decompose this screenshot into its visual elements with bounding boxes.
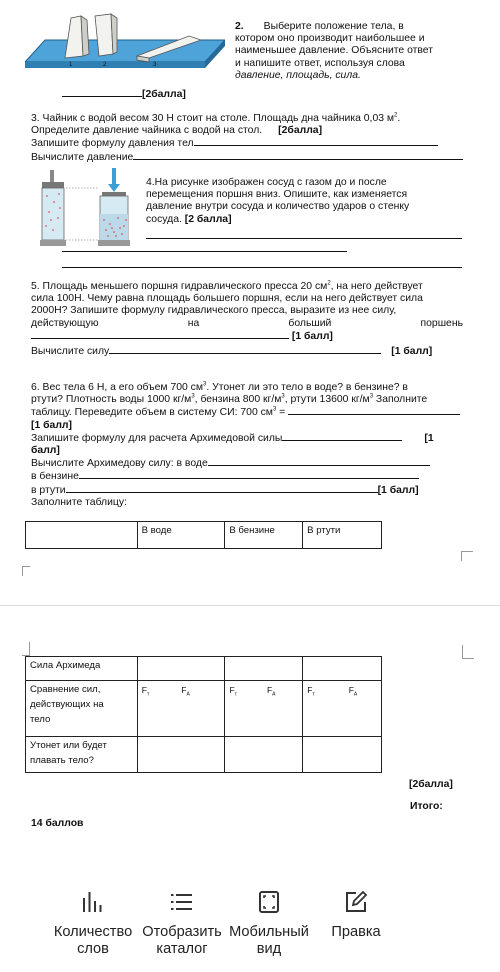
page-corner-mark bbox=[461, 551, 473, 561]
question-5-points: [1 балл] bbox=[391, 346, 433, 358]
formula-answer-line[interactable] bbox=[194, 137, 438, 146]
question-6: 6. Вес тела 6 Н, а его объем 700 $см^3$. Утонет ли это тело в воде? в бензине? в ртути? Плотность воды 1000 $кг/м^3$, бензина 800 $кг/м^3$, ртути 13600 $кг/м^3$ Заполните таблицу. Переведите объем в систему СИ: 700 $см^3$ = [1 балл] Запишите формулу для расчета Архимедовой силы [1 балл] Вычислите Архимедову силу: в воде в бензине в ртути [1 балл] Заполните таблицу: bbox=[31, 382, 463, 509]
table-cell[interactable]: $F_т$ $F_A$ bbox=[137, 681, 225, 737]
page-corner-mark bbox=[22, 642, 30, 656]
total-value: 14 баллов bbox=[31, 818, 84, 829]
answer-line[interactable] bbox=[62, 267, 462, 268]
table-cell[interactable] bbox=[137, 737, 225, 773]
si-answer-line[interactable] bbox=[288, 406, 460, 415]
question-2-line: котором оно производит наибольшее и bbox=[235, 33, 425, 45]
page-corner-mark bbox=[22, 566, 30, 576]
question-3: 3. Чайник с водой весом 30 Н стоит на столе. Площадь дна чайника 0,03 $м^2$. Определите давление чайника с водой на стол. [2балла] Запишите формулу давления тел Вычислите давление bbox=[31, 113, 471, 164]
petrol-answer-line[interactable] bbox=[79, 470, 419, 479]
table-cell[interactable]: Утонет или будет плавать тело? bbox=[26, 737, 138, 773]
question-3-points: [2балла] bbox=[278, 125, 323, 137]
question-2-line: и напишите ответ, используя слова bbox=[235, 57, 405, 69]
figure-label-2: 2 bbox=[103, 62, 107, 68]
question-2-number: 2. bbox=[235, 21, 244, 32]
calc-answer-line[interactable] bbox=[133, 151, 463, 160]
table-cell[interactable] bbox=[303, 737, 382, 773]
question-2-line: давление, площадь, сила. bbox=[235, 69, 361, 81]
mercury-answer-line[interactable] bbox=[66, 484, 378, 493]
page-break bbox=[0, 605, 500, 606]
calc-answer-line[interactable] bbox=[109, 345, 381, 354]
table-cell[interactable]: Сравнение сил, действующих на тело bbox=[26, 681, 138, 737]
table-cell[interactable] bbox=[303, 657, 382, 681]
question-4-points: [2 балла] bbox=[184, 213, 232, 225]
answer-line[interactable] bbox=[62, 251, 347, 252]
bottom-toolbar bbox=[0, 890, 500, 972]
edit-button[interactable]: Правка bbox=[306, 890, 406, 941]
bar-chart-icon bbox=[81, 890, 105, 914]
question-5-points: [1 балл] bbox=[291, 330, 333, 342]
table-cell[interactable]: В ртути bbox=[303, 522, 382, 549]
question-2-line: Выберите положение тела, в bbox=[263, 21, 404, 32]
bodies-on-surface-figure bbox=[25, 12, 225, 78]
table-cell[interactable]: В бензине bbox=[225, 522, 303, 549]
table-cell[interactable] bbox=[225, 737, 303, 773]
table-cell[interactable] bbox=[26, 522, 138, 549]
figure-label-3: 3 bbox=[153, 62, 157, 68]
show-catalog-button[interactable]: Отобразить каталог bbox=[132, 890, 232, 958]
formula-answer-line[interactable] bbox=[31, 330, 289, 339]
total-label: Итого: bbox=[410, 801, 443, 812]
table-cell[interactable] bbox=[137, 657, 225, 681]
gas-vessel-figure bbox=[40, 168, 145, 248]
edit-icon bbox=[344, 890, 368, 914]
mobile-view-button[interactable]: Мобильный вид bbox=[219, 890, 319, 958]
points-label: [2балла] bbox=[409, 779, 453, 790]
question-5: 5. Площадь меньшего поршня гидравлического пресса 20 $см^2$, на него действует сила 100Н. Чему равна площадь большего поршня, если на него действует сила 2000Н? Запишите формулу гидравлического пресса, выразите из нее силу, действующую на больший поршень [1 балл] Вычислите силу [1 балл] bbox=[31, 280, 463, 358]
word-count-button[interactable]: Количество слов bbox=[43, 890, 143, 958]
table-cell[interactable]: $F_т$ $F_A$ bbox=[225, 681, 303, 737]
water-answer-line[interactable] bbox=[208, 457, 430, 466]
table-cell[interactable] bbox=[225, 657, 303, 681]
table-cell[interactable]: $F_т$ $F_A$ bbox=[303, 681, 382, 737]
formula-answer-line[interactable] bbox=[282, 432, 402, 441]
table-cell[interactable]: Сила Архимеда bbox=[26, 657, 138, 681]
list-icon bbox=[170, 890, 194, 914]
question-2-line: наименьшее давление. Объясните ответ bbox=[235, 45, 433, 57]
question-2-points: [2балла] bbox=[62, 88, 186, 101]
figure-label-1: 1 bbox=[69, 62, 73, 68]
question-2 bbox=[235, 21, 475, 82]
table-header bbox=[25, 521, 382, 549]
question-4: 4.На рисунке изображен сосуд с газом до и после перемещения поршня вниз. Опишите, как изменяется давление внутри сосуда и количество ударов о стенку сосуда. [2 балла] bbox=[146, 177, 410, 225]
mobile-view-icon bbox=[257, 890, 281, 914]
page-corner-mark bbox=[462, 645, 474, 659]
answer-line[interactable] bbox=[146, 238, 462, 239]
archimedes-table bbox=[25, 656, 382, 773]
table-cell[interactable]: В воде bbox=[137, 522, 225, 549]
